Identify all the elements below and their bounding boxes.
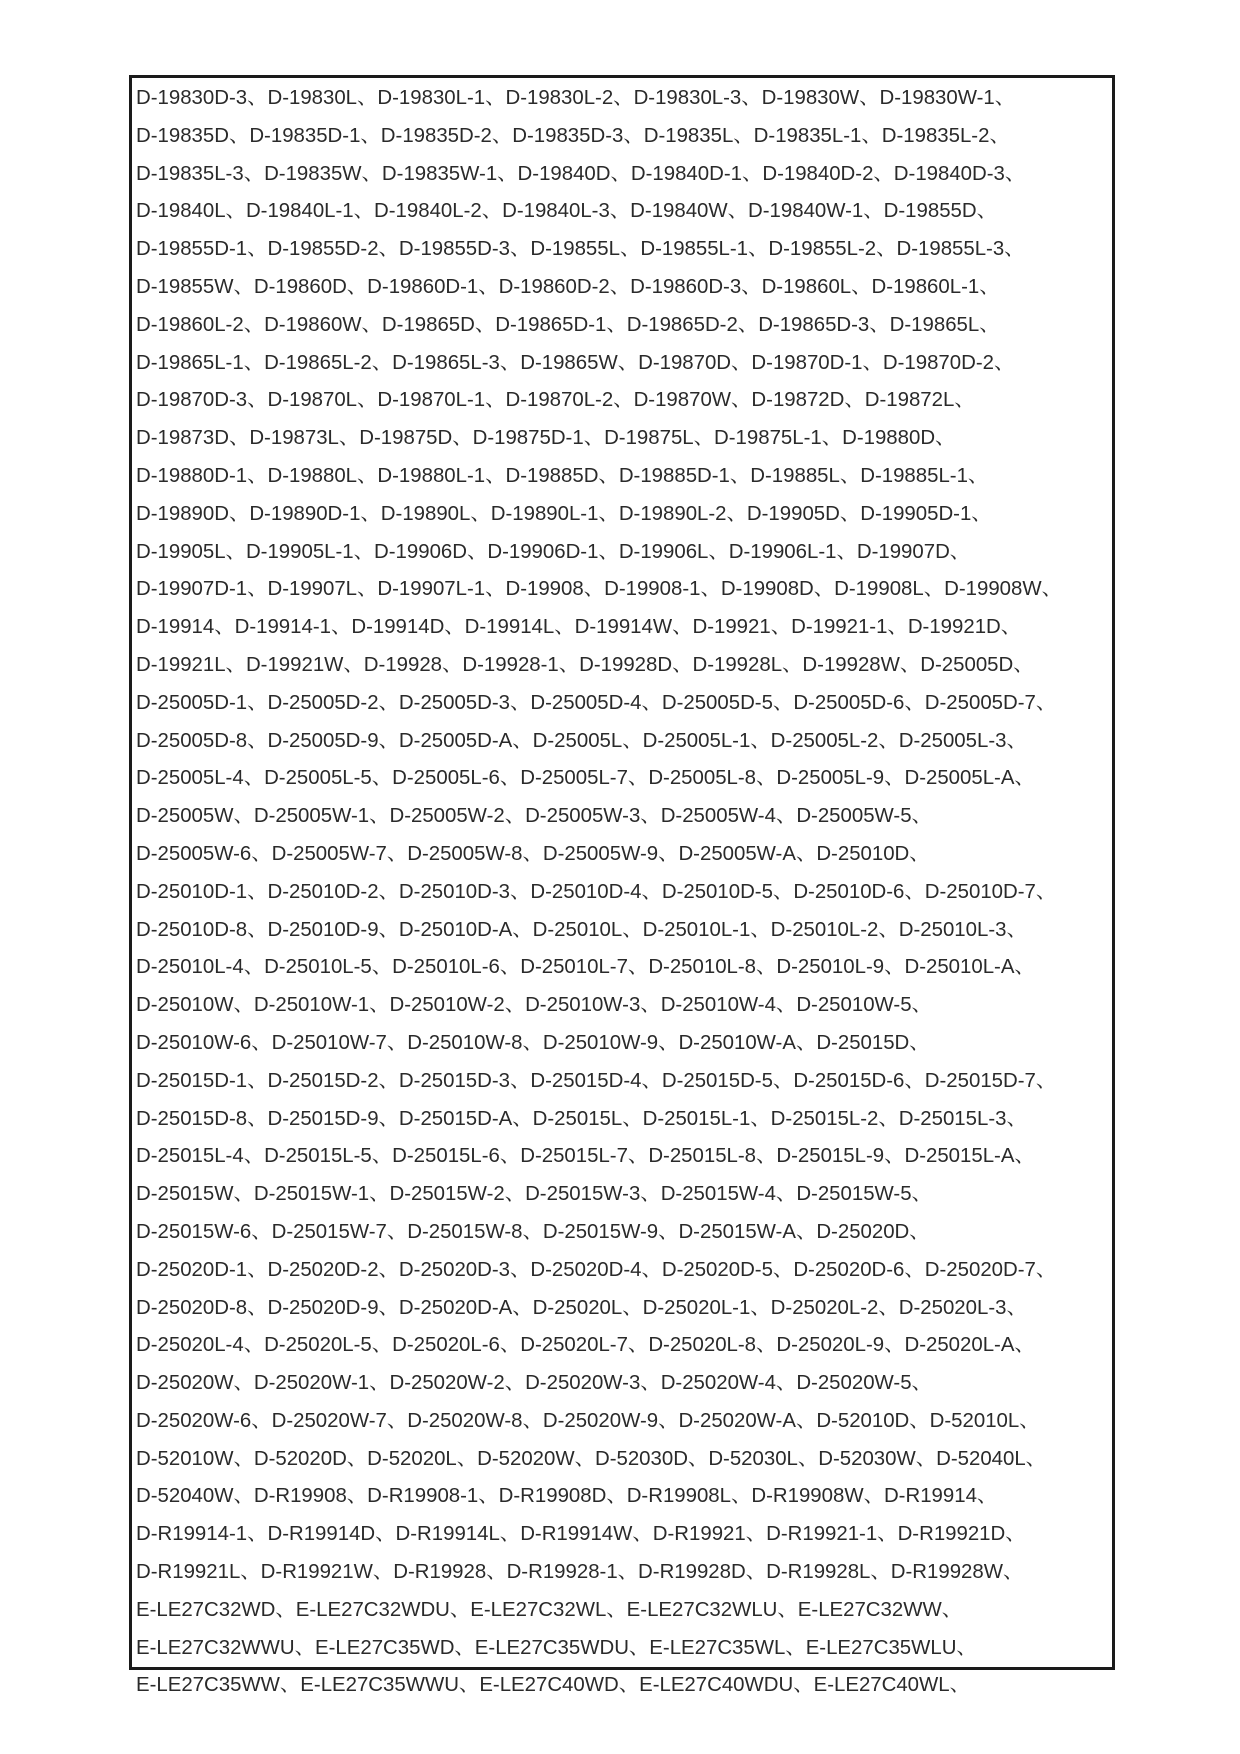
text-line: D-25015L-4、D-25015L-5、D-25015L-6、D-25015L-7、D-25015L-8、D-25015L-9、D-25015L-A、 (136, 1145, 1035, 1168)
text-line: D-25015D-1、D-25015D-2、D-25015D-3、D-25015D-4、D-25015D-5、D-25015D-6、D-25015D-7、 (136, 1069, 1057, 1092)
text-line: D-25010W-6、D-25010W-7、D-25010W-8、D-25010W-9、D-25010W-A、D-25015D、 (136, 1031, 930, 1054)
bordered-text-box (129, 75, 1115, 1697)
text-line: D-19873D、D-19873L、D-19875D、D-19875D-1、D-19875L、D-19875L-1、D-19880D、 (136, 427, 956, 450)
text-line: D-25005L-4、D-25005L-5、D-25005L-6、D-25005L-7、D-25005L-8、D-25005L-9、D-25005L-A、 (136, 767, 1035, 790)
text-line: D-19835L-3、D-19835W、D-19835W-1、D-19840D、D-19840D-1、D-19840D-2、D-19840D-3、 (136, 162, 1026, 185)
text-line: D-19830D-3、D-19830L、D-19830L-1、D-19830L-2、D-19830L-3、D-19830W、D-19830W-1、 (136, 87, 1016, 109)
text-line: D-19855D-1、D-19855D-2、D-19855D-3、D-19855L、D-19855L-1、D-19855L-2、D-19855L-3、 (136, 238, 1025, 261)
text-line: D-25005D-1、D-25005D-2、D-25005D-3、D-25005D-4、D-25005D-5、D-25005D-6、D-25005D-7、 (136, 691, 1057, 714)
text-line: D-25020D-8、D-25020D-9、D-25020D-A、D-25020L、D-25020L-1、D-25020L-2、D-25020L-3、 (136, 1296, 1027, 1319)
text-line: D-19907D-1、D-19907L、D-19907L-1、D-19908、D-19908-1、D-19908D、D-19908L、D-19908W、 (136, 578, 1062, 601)
text-line: D-25005W、D-25005W-1、D-25005W-2、D-25005W-3、D-25005W-4、D-25005W-5、 (136, 805, 932, 828)
text-line: D-25015D-8、D-25015D-9、D-25015D-A、D-25015L、D-25015L-1、D-25015L-2、D-25015L-3、 (136, 1107, 1027, 1130)
text-line: D-19905L、D-19905L-1、D-19906D、D-19906D-1、D-19906L、D-19906L-1、D-19907D、 (136, 540, 971, 563)
text-line: D-25010D-1、D-25010D-2、D-25010D-3、D-25010D-4、D-25010D-5、D-25010D-6、D-25010D-7、 (136, 880, 1057, 903)
text-line: E-LE27C35WW、E-LE27C35WWU、E-LE27C40WD、E-LE27C40WDU、E-LE27C40WL、 (136, 1674, 971, 1697)
text-line: D-52010W、D-52020D、D-52020L、D-52020W、D-52030D、D-52030L、D-52030W、D-52040L、 (136, 1447, 1047, 1470)
text-line: D-R19914-1、D-R19914D、D-R19914L、D-R19914W、D-R19921、D-R19921-1、D-R19921D、 (136, 1523, 1026, 1546)
text-line: D-25020L-4、D-25020L-5、D-25020L-6、D-25020L-7、D-25020L-8、D-25020L-9、D-25020L-A、 (136, 1334, 1035, 1357)
text-line: D-25010W、D-25010W-1、D-25010W-2、D-25010W-3、D-25010W-4、D-25010W-5、 (136, 994, 932, 1017)
text-line: E-LE27C32WWU、E-LE27C35WD、E-LE27C35WDU、E-LE27C35WL、E-LE27C35WLU、 (136, 1636, 977, 1659)
text-line: D-25005W-6、D-25005W-7、D-25005W-8、D-25005W-9、D-25005W-A、D-25010D、 (136, 842, 930, 865)
text-line: D-25005D-8、D-25005D-9、D-25005D-A、D-25005L、D-25005L-1、D-25005L-2、D-25005L-3、 (136, 729, 1027, 752)
text-line: D-25020W、D-25020W-1、D-25020W-2、D-25020W-3、D-25020W-4、D-25020W-5、 (136, 1372, 932, 1395)
text-line: D-25020W-6、D-25020W-7、D-25020W-8、D-25020W-9、D-25020W-A、D-52010D、D-52010L、 (136, 1409, 1040, 1432)
text-line: D-19914、D-19914-1、D-19914D、D-19914L、D-19914W、D-19921、D-19921-1、D-19921D、 (136, 616, 1022, 639)
text-line: D-52040W、D-R19908、D-R19908-1、D-R19908D、D-R19908L、D-R19908W、D-R19914、 (136, 1485, 998, 1508)
text-line: D-19880D-1、D-19880L、D-19880L-1、D-19885D、D-19885D-1、D-19885L、D-19885L-1、 (136, 464, 989, 487)
text-line: D-19860L-2、D-19860W、D-19865D、D-19865D-1、D-19865D-2、D-19865D-3、D-19865L、 (136, 313, 1000, 336)
text-line: D-25015W-6、D-25015W-7、D-25015W-8、D-25015W-9、D-25015W-A、D-25020D、 (136, 1220, 930, 1243)
text-line: D-19865L-1、D-19865L-2、D-19865L-3、D-19865W、D-19870D、D-19870D-1、D-19870D-2、 (136, 351, 1015, 374)
text-line: D-25015W、D-25015W-1、D-25015W-2、D-25015W-3、D-25015W-4、D-25015W-5、 (136, 1183, 932, 1206)
model-number-list (136, 80, 1108, 1705)
text-line: D-19890D、D-19890D-1、D-19890L、D-19890L-1、D-19890L-2、D-19905D、D-19905D-1、 (136, 502, 992, 525)
text-line: D-19870D-3、D-19870L、D-19870L-1、D-19870L-2、D-19870W、D-19872D、D-19872L、 (136, 389, 975, 412)
text-line: D-25020D-1、D-25020D-2、D-25020D-3、D-25020D-4、D-25020D-5、D-25020D-6、D-25020D-7、 (136, 1258, 1057, 1281)
text-line: D-19835D、D-19835D-1、D-19835D-2、D-19835D-3、D-19835L、D-19835L-1、D-19835L-2、 (136, 124, 1010, 147)
text-line: D-19855W、D-19860D、D-19860D-1、D-19860D-2、D-19860D-3、D-19860L、D-19860L-1、 (136, 275, 1000, 298)
text-line: D-19921L、D-19921W、D-19928、D-19928-1、D-19928D、D-19928L、D-19928W、D-25005D、 (136, 653, 1034, 676)
text-line: D-25010L-4、D-25010L-5、D-25010L-6、D-25010L-7、D-25010L-8、D-25010L-9、D-25010L-A、 (136, 956, 1035, 979)
text-line: D-25010D-8、D-25010D-9、D-25010D-A、D-25010L、D-25010L-1、D-25010L-2、D-25010L-3、 (136, 918, 1027, 941)
text-line: E-LE27C32WD、E-LE27C32WDU、E-LE27C32WL、E-LE27C32WLU、E-LE27C32WW、 (136, 1598, 963, 1621)
text-line: D-19840L、D-19840L-1、D-19840L-2、D-19840L-3、D-19840W、D-19840W-1、D-19855D、 (136, 200, 997, 223)
text-line: D-R19921L、D-R19921W、D-R19928、D-R19928-1、D-R19928D、D-R19928L、D-R19928W、 (136, 1561, 1024, 1584)
